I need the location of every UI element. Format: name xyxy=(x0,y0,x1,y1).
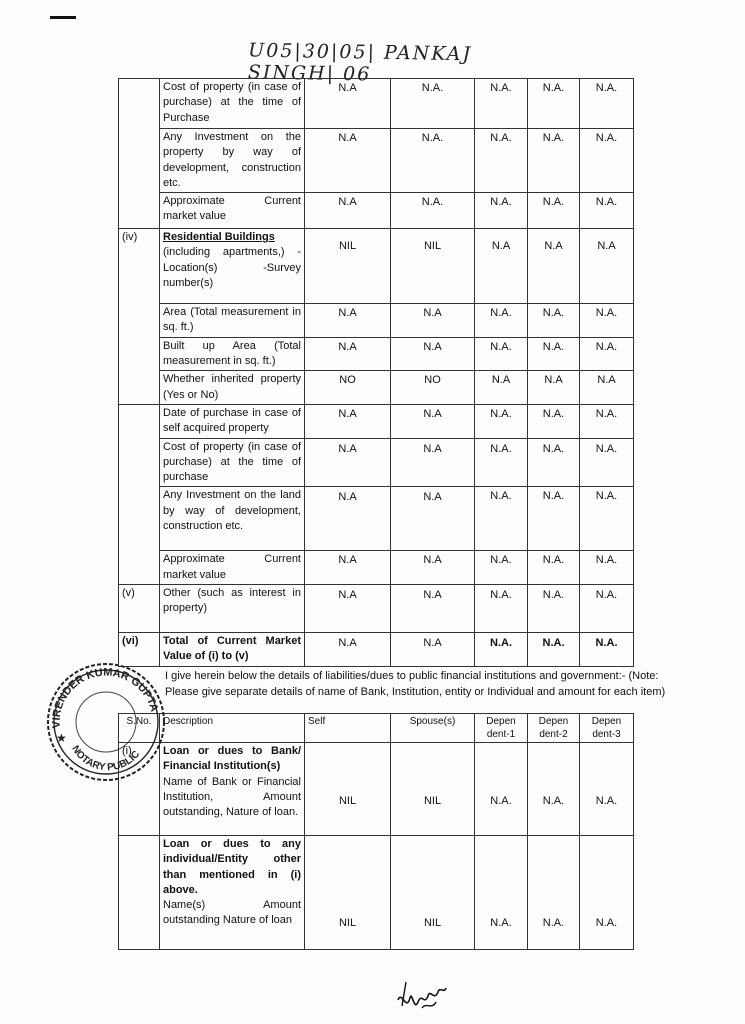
header-sno: S.No. xyxy=(119,714,160,743)
header-spouse: Spouse(s) xyxy=(391,714,475,743)
dependent1-cell: N.A. xyxy=(475,743,528,836)
dependent3-cell: N.A. xyxy=(580,79,634,129)
self-cell: N.A xyxy=(305,337,391,371)
sno-cell xyxy=(119,836,160,950)
notary-stamp-icon xyxy=(42,656,170,784)
description-cell: Approximate Current market value xyxy=(160,193,305,229)
spouse-cell: N.A xyxy=(391,551,475,585)
spouse-cell: N.A xyxy=(391,487,475,551)
table-row xyxy=(119,551,634,585)
dependent3-cell: N.A. xyxy=(580,438,634,487)
spouse-cell: NIL xyxy=(391,743,475,836)
spouse-cell: N.A xyxy=(391,404,475,438)
description-text: (including apartments,) -Location(s) -Survey number(s) xyxy=(163,246,301,290)
self-cell: NIL xyxy=(305,743,391,836)
handwritten-reference: U05|30|05| PANKAJ SINGH| 06 xyxy=(247,39,473,86)
table-header-row xyxy=(119,714,634,743)
self-cell: N.A xyxy=(305,487,391,551)
table-row xyxy=(119,633,634,667)
description-cell: Whether inherited property (Yes or No) xyxy=(160,371,305,405)
description-text: Name(s) Amount outstanding Nature of loan xyxy=(163,899,301,927)
description-title: Residential Buildings xyxy=(163,231,275,244)
self-cell: N.A xyxy=(305,404,391,438)
description-title: Loan or dues to Bank/ Financial Institution(s) xyxy=(163,745,301,773)
signature-icon xyxy=(392,972,452,1018)
dependent3-cell: N.A. xyxy=(580,337,634,371)
self-cell: N.A xyxy=(305,79,391,129)
self-cell: NO xyxy=(305,371,391,405)
description-cell: Other (such as interest in property) xyxy=(160,585,305,633)
header-dependent3: Depen dent-3 xyxy=(580,714,634,743)
dependent2-cell: N.A. xyxy=(528,743,580,836)
dependent3-cell: N.A xyxy=(580,229,634,304)
table-row xyxy=(119,304,634,338)
self-cell: NIL xyxy=(305,836,391,950)
dependent1-cell: N.A xyxy=(475,229,528,304)
dependent1-cell: N.A. xyxy=(475,633,528,667)
dependent3-cell: N.A. xyxy=(580,836,634,950)
dependent1-cell: N.A. xyxy=(475,79,528,129)
spouse-cell: N.A xyxy=(391,438,475,487)
description-cell: Area (Total measurement in sq. ft.) xyxy=(160,304,305,338)
spouse-cell: N.A xyxy=(391,304,475,338)
dependent1-cell: N.A. xyxy=(475,404,528,438)
dependent2-cell: N.A xyxy=(528,371,580,405)
description-cell: Total of Current Market Value of (i) to (v) xyxy=(160,633,305,667)
dependent1-cell: N.A. xyxy=(475,337,528,371)
table-row xyxy=(119,487,634,551)
header-description: Description xyxy=(160,714,305,743)
spouse-cell: N.A. xyxy=(391,129,475,193)
dependent3-cell: N.A. xyxy=(580,633,634,667)
sno-cell: (vi) xyxy=(119,633,160,667)
header-dependent2: Depen dent-2 xyxy=(528,714,580,743)
self-cell: N.A xyxy=(305,129,391,193)
spouse-cell: NO xyxy=(391,371,475,405)
table-row xyxy=(119,371,634,405)
table-row xyxy=(119,337,634,371)
self-cell: N.A xyxy=(305,585,391,633)
self-cell: N.A xyxy=(305,304,391,338)
description-cell xyxy=(160,229,305,304)
dependent1-cell: N.A. xyxy=(475,585,528,633)
svg-text:VIRENDER KUMAR GUPTA xyxy=(50,666,160,728)
dependent3-cell: N.A. xyxy=(580,743,634,836)
table-row xyxy=(119,129,634,193)
sno-cell: (i) xyxy=(119,743,160,836)
dependent2-cell: N.A. xyxy=(528,404,580,438)
dependent2-cell: N.A. xyxy=(528,304,580,338)
description-text: Name of Bank or Financial Institution, Amount outstanding, Nature of loan. xyxy=(163,775,301,819)
dependent1-cell: N.A. xyxy=(475,438,528,487)
table-row xyxy=(119,404,634,438)
svg-text:NOTARY PUBLIC xyxy=(69,744,142,773)
description-cell xyxy=(160,743,305,836)
description-cell: Date of purchase in case of self acquired property xyxy=(160,404,305,438)
stamp-top-text: VIRENDER KUMAR GUPTA xyxy=(50,666,161,729)
spouse-cell: N.A. xyxy=(391,79,475,129)
dependent2-cell: N.A. xyxy=(528,193,580,229)
dependent2-cell: N.A. xyxy=(528,487,580,551)
table-row xyxy=(119,585,634,633)
dependent1-cell: N.A. xyxy=(475,551,528,585)
self-cell: N.A xyxy=(305,193,391,229)
table-row xyxy=(119,836,634,950)
dependent3-cell: N.A. xyxy=(580,304,634,338)
dependent1-cell: N.A. xyxy=(475,129,528,193)
dependent1-cell: N.A. xyxy=(475,193,528,229)
scan-mark xyxy=(50,16,76,19)
svg-text:★: ★ xyxy=(56,731,67,745)
sno-cell xyxy=(119,404,160,584)
header-dependent1: Depen dent-1 xyxy=(475,714,528,743)
dependent3-cell: N.A. xyxy=(580,129,634,193)
description-cell: Approximate Current market value xyxy=(160,551,305,585)
spouse-cell: N.A xyxy=(391,585,475,633)
description-cell: Any Investment on the property by way of development, construction etc. xyxy=(160,129,305,193)
dependent3-cell: N.A. xyxy=(580,551,634,585)
liabilities-intro: I give herein below the details of liabilities/dues to public financial institutions and government:- (Note: Please give separate details of name of Bank, Institution, entity or Individual and amount for each item) xyxy=(165,670,666,698)
dependent2-cell: N.A. xyxy=(528,633,580,667)
spouse-cell: N.A. xyxy=(391,193,475,229)
spouse-cell: N.A xyxy=(391,633,475,667)
dependent1-cell: N.A. xyxy=(475,836,528,950)
description-cell: Any Investment on the land by way of development, construction etc. xyxy=(160,487,305,551)
description-cell: Cost of property (in case of purchase) at the time of purchase xyxy=(160,438,305,487)
stamp-bottom-text: NOTARY PUBLIC xyxy=(69,743,143,774)
dependent2-cell: N.A. xyxy=(528,438,580,487)
dependent2-cell: N.A. xyxy=(528,79,580,129)
assets-table xyxy=(118,78,634,667)
dependent2-cell: N.A xyxy=(528,229,580,304)
sno-cell: (iv) xyxy=(119,229,160,405)
self-cell: N.A xyxy=(305,633,391,667)
spouse-cell: NIL xyxy=(391,836,475,950)
dependent3-cell: N.A. xyxy=(580,585,634,633)
dependent3-cell: N.A xyxy=(580,371,634,405)
description-title: Loan or dues to any individual/Entity other than mentioned in (i) above. xyxy=(163,838,301,896)
self-cell: N.A xyxy=(305,438,391,487)
description-cell: Cost of property (in case of purchase) at the time of Purchase xyxy=(160,79,305,129)
dependent2-cell: N.A. xyxy=(528,836,580,950)
dependent3-cell: N.A. xyxy=(580,404,634,438)
dependent3-cell: N.A. xyxy=(580,193,634,229)
sno-cell: (v) xyxy=(119,585,160,633)
self-cell: N.A xyxy=(305,551,391,585)
dependent2-cell: N.A. xyxy=(528,129,580,193)
dependent1-cell: N.A xyxy=(475,371,528,405)
spouse-cell: NIL xyxy=(391,229,475,304)
sno-cell xyxy=(119,79,160,229)
table-row xyxy=(119,438,634,487)
dependent1-cell: N.A. xyxy=(475,487,528,551)
header-self: Self xyxy=(305,714,391,743)
spouse-cell: N.A xyxy=(391,337,475,371)
self-cell: NIL xyxy=(305,229,391,304)
dependent2-cell: N.A. xyxy=(528,585,580,633)
dependent1-cell: N.A. xyxy=(475,304,528,338)
table-row xyxy=(119,743,634,836)
table-row xyxy=(119,193,634,229)
liabilities-table xyxy=(118,713,634,950)
dependent2-cell: N.A. xyxy=(528,337,580,371)
table-row xyxy=(119,79,634,129)
description-cell xyxy=(160,836,305,950)
dependent3-cell: N.A. xyxy=(580,487,634,551)
dependent2-cell: N.A. xyxy=(528,551,580,585)
table-row xyxy=(119,229,634,304)
description-cell: Built up Area (Total measurement in sq. ft.) xyxy=(160,337,305,371)
